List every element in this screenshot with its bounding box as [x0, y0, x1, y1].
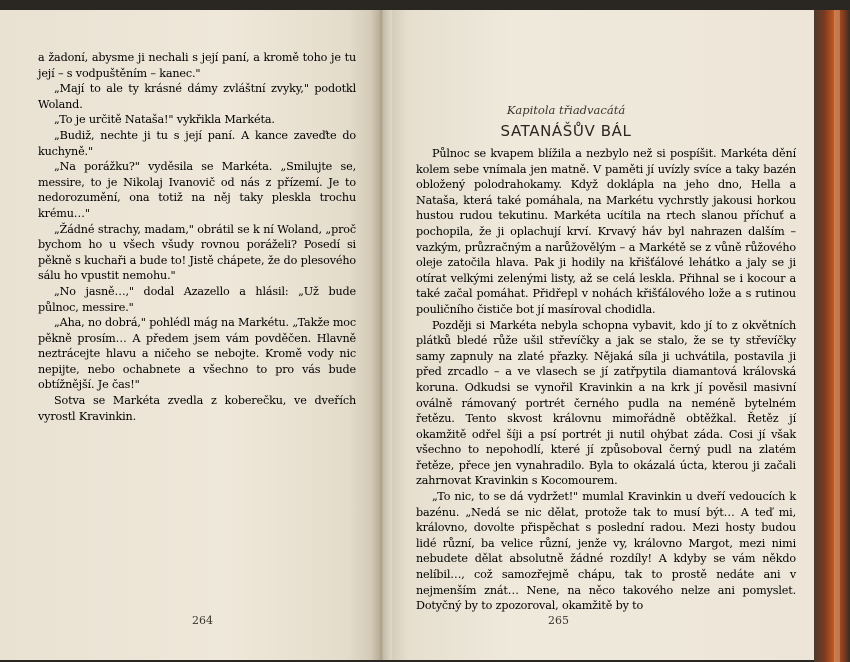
left-page-text [38, 50, 356, 424]
paragraph: „Mají to ale ty krásné dámy zvláštní zvyky," podotkl Woland. [38, 82, 356, 111]
book-gutter [370, 10, 392, 660]
paragraph: „Na porážku?" vyděsila se Markéta. „Smilujte se, messire, to je Nikolaj Ivanovič od nás z přízemí. Je to nedorozumění, ona totiž na něj taky pleskla trochu krému…" [38, 160, 356, 220]
page-number-right: 265 [548, 614, 569, 627]
paragraph: Půlnoc se kvapem blížila a nezbylo než si pospíšit. Markéta dění kolem sebe vnímala jen matně. V paměti jí uvízly svíce a taky bazén obložený polodrahokamy. Když doklápla na jeho dno, Hella a Nataša, která také pomáhala, na Markétu vychrstly jakousi horkou hustou rudou tekutinu. Markéta ucítila na rtech slanou příchuť a pochopila, že ji oplachují krví. Krvavý háv byl nahrazen dalším – vazkým, průzračným a narůžovělým – a Markétě se z vůně růžového oleje zatočila hlava. Pak ji hodily na křišťálové lehátko a jaly se ji otírat velkými zelenými listy, až se celá leskla. Přihnal se i kocour a také začal pomáhat. Přidřepl v nohách křišťálového lože a s rutinou pouličního čističe bot jí masíroval chodidla. [416, 147, 796, 316]
page-number-left: 264 [192, 614, 213, 627]
paragraph: a žadoní, abysme ji nechali s její paní, a kromě toho je tu její – s vodpuštěním – kanec." [38, 51, 356, 80]
paragraph: „No jasně…," dodal Azazello a hlásil: „Už bude půlnoc, messire." [38, 284, 356, 314]
paragraph: „Budiž, nechte ji tu s její paní. A kance zaveďte do kuchyně." [38, 128, 356, 158]
paragraph: „To je určitě Nataša!" vykřikla Markéta. [54, 113, 275, 127]
book-cover-edge [814, 10, 850, 662]
paragraph: Sotva se Markéta zvedla z koberečku, ve dveřích vyrostl Kravinkin. [38, 394, 356, 423]
paragraph: „Žádné strachy, madam," obrátil se k ní Woland, „proč bychom ho u všech všudy rovnou poráželi? Posedí si pěkně s kuchaři a bude to! Jistě chápete, že do plesového sálu ho vpustit nemohu." [38, 222, 356, 283]
paragraph: „To nic, to se dá vydržet!" mumlal Kravinkin u dveří vedoucích k bazénu. „Nedá se nic dělat, protože tak to musí být… A teď mi, královno, dovolte přispěchat s poslední radou. Mezi hosty budou lidé různí, ba velice různí, jenže vy, královno Margot, mezi nimi nebudete dělat absolutně žádné rozdíly! A kdyby se vám někdo nelíbil…, což samozřejmě chápu, tak to prostě nedáte ani v nejmenším znát… Nene, na něco takového nelze ani pomyslet. Dotyčný by to zpozoroval, okamžitě by to [416, 490, 796, 613]
right-page-text [416, 146, 796, 614]
chapter-title: SATANÁŠŮV BÁL [500, 122, 632, 140]
paragraph: Později si Markéta nebyla schopna vybavit, kdo jí to z okvětních plátků bledé růže ušil střevíčky a jak se stalo, že se ty střevíčky samy zapnuly na zlaté přazky. Nějaká síla ji uchvátila, postavila ji před zrcadlo – a ve vlasech se jí zatřpytila diamantová královská koruna. Odkudsi se vynořil Kravinkin a na krk jí pověsil masivní oválně rámovaný portrét černého pudla na neméně bytelném řetězu. Tento skvost královnu mimořádně obtěžkal. Řetěz jí okamžitě odřel šíji a psí portrét ji nutil ohýbat záda. Cosi jí však všechno to nepohodlí, které jí způsoboval černý pudl na zlatém řetěze, přece jen vynahradilo. Byla to okázalá úcta, kterou ji začali zahrnovat Kravinkin s Kocomourem. [416, 318, 796, 488]
paragraph: „Aha, no dobrá," pohlédl mág na Markétu. „Takže moc pěkně prosím… A předem jsem vám povděčen. Hlavně neztrácejte hlavu a ničeho se nebojte. Kromě vody nic nepijte, nebo ochabnete a všechno to pro vás bude obtížnější. Je čas!" [38, 316, 356, 392]
chapter-label: Kapitola třiadvacátá [506, 103, 626, 117]
